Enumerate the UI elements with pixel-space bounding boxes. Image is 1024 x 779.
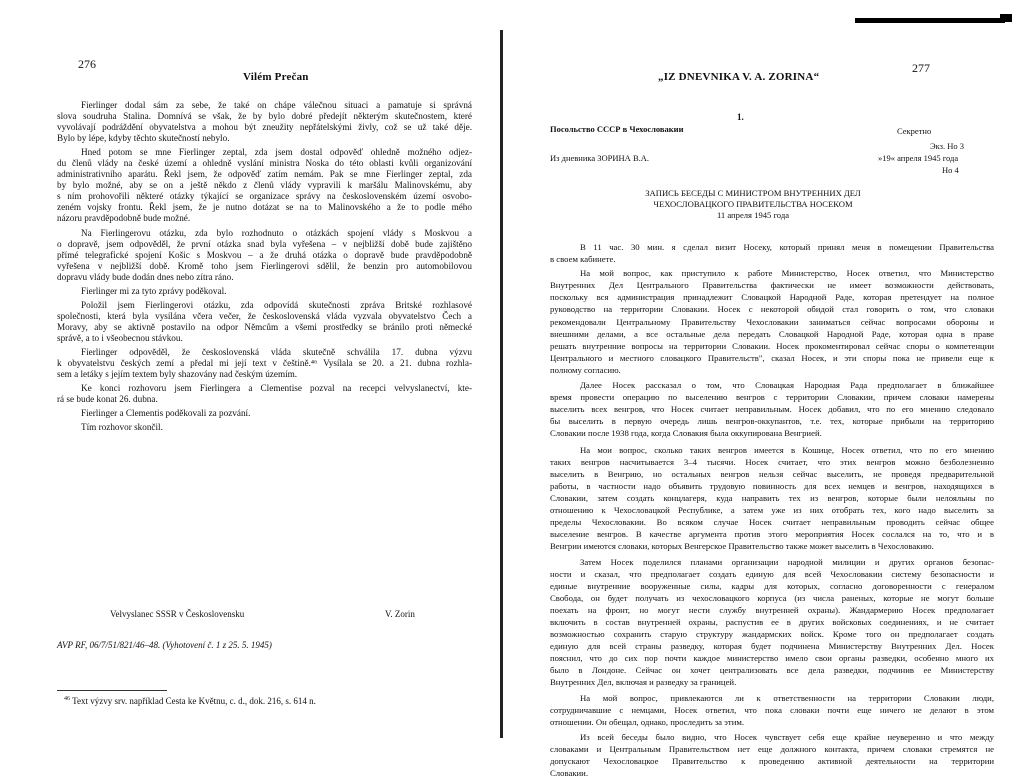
text-line: включить в состав внутренней охраны, распустив ее в других войсковых соединениях, и не считает bbox=[550, 616, 994, 627]
text-line: vyvolávají podráždění obyvatelstva a mohou být zneužity nepřátelskými živly, což se už také děje. bbox=[57, 122, 472, 133]
text-line: ности и сказал, что предполагает создать единую для всей Чехословакии систему безопасности и bbox=[550, 568, 994, 579]
text-line: slova soudruha Stalina. Domnívá se však, že by bylo dobré předejít některým skutečnostem, které bbox=[57, 111, 472, 122]
text-line: Словакии, затем создать концлагеря, куда направить тех из венгров, которые были нелояльны по bbox=[550, 492, 994, 503]
page-number: 276 bbox=[78, 57, 96, 71]
page-number: 277 bbox=[912, 61, 930, 75]
footnote-mark: 46 bbox=[64, 696, 70, 702]
paragraph bbox=[550, 731, 994, 779]
text-line: Свобода, он будет получать из чехословацкого корпуса (из числа раненых, которые не могут больше bbox=[550, 592, 994, 603]
footnote bbox=[64, 696, 316, 706]
paragraph bbox=[550, 556, 994, 689]
record-number: Но 4 bbox=[942, 165, 959, 175]
text-line: в своем кабинете. bbox=[550, 254, 616, 265]
paragraph bbox=[550, 267, 994, 376]
text-line: Внутренних Дел Центрального Правительства фактически не имеет возможности действовать, bbox=[550, 280, 994, 291]
text-line: решать внутренние вопросы на территории Словакии. Носек прокоментировал сейчас споры о компетенции bbox=[550, 340, 994, 351]
text-line: Внутренних Дел, включая и разведку за границей. bbox=[550, 677, 737, 688]
text-line: Затем Носек поделился планами организации народной милиции и других органов безопас- bbox=[580, 556, 994, 567]
text-line: rá se bude konat 26. dubna. bbox=[57, 394, 158, 405]
text-line: du členů vlády na české území a ohledně vyslání ministra Noska do této oblasti kvůli organizování bbox=[57, 158, 472, 169]
left-page bbox=[0, 0, 505, 738]
paragraph bbox=[550, 379, 994, 439]
text-line: словаками и Центральным Правительством нет еще должного контакта, причем словаки стремятся не bbox=[550, 743, 994, 754]
text-line: пояснил, что до сих пор почти каждое министерство имело свои органы разведки, особенно много их bbox=[550, 653, 994, 664]
text-line: vyřešena v nejbližší době. Kromě toho jsem Fierlingerovi sdělil, že benzin pro automobilovou bbox=[57, 260, 472, 271]
text-line: Fierlinger a Clementis poděkovali za pozvání. bbox=[81, 408, 251, 419]
text-line: by bylo možné, aby se on a ještě někdo z členů vlády vypravili k maršálu Malinovskému, aby bbox=[57, 180, 472, 191]
title-line-1: ЗАПИСЬ БЕСЕДЫ С МИНИСТРОМ ВНУТРЕННИХ ДЕЛ bbox=[645, 188, 861, 198]
classification: Секретно bbox=[897, 126, 932, 136]
text-line: допускают Чехословацкое Правительство к проведению активной деятельности на территории bbox=[550, 756, 994, 767]
footnote-separator bbox=[57, 690, 167, 691]
text-line: отношении. Он обещал, однако, проследить за этим. bbox=[550, 716, 745, 727]
text-line: Tím rozhovor skončil. bbox=[81, 422, 163, 433]
paragraph bbox=[550, 444, 994, 553]
paragraph bbox=[550, 241, 994, 265]
paragraph bbox=[57, 147, 472, 224]
text-line: поскольку вся администрация принадлежит Словацкой Народной Раде, которая претендует на полное bbox=[550, 292, 994, 303]
text-line: názoru pravděpodobně bude možné. bbox=[57, 213, 191, 224]
text-line: Словакии. bbox=[550, 768, 589, 779]
text-line: Словакии после 1938 года, когда Словакия была оккупирована Венгрией. bbox=[550, 428, 822, 439]
text-line: přímé telegrafické spojení Košic s Moskvou – a že druhá otázka o dopravě bude pravděpodobně bbox=[57, 249, 472, 260]
paragraph bbox=[57, 408, 472, 419]
text-line: пределы Чехословакии. Во всяком случае Носек считает неправильным проводить сейчас общее bbox=[550, 517, 994, 528]
text-line: выселение венгров. В качестве аргумента против этого мероприятия Носек сослался на то, что и в bbox=[550, 529, 994, 540]
title-line-2: ЧЕХОСЛОВАЦКОГО ПРАВИТЕЛЬСТВА НОСЕКОМ bbox=[653, 199, 853, 209]
text-line: Hned potom se mne Fierlinger zeptal, zda jsem dostal odpověď ohledně možného odjez- bbox=[81, 147, 472, 158]
text-line: внешними делами, а все остальные дела передать Словацкой Народной Раде, которая одна в праве bbox=[550, 328, 994, 339]
text-line: Bylo by lépe, kdyby těchto skutečností nebylo. bbox=[57, 133, 230, 144]
sender: Посольство СССР в Чехословакии bbox=[550, 124, 684, 134]
text-line: В 11 час. 30 мин. я сделал визит Носеку, который принял меня в помещении Правительства bbox=[580, 242, 994, 252]
text-line: выселить в Венгрию, но остальных венгров нельзя сейчас выселить, не проведя предварительной bbox=[550, 468, 994, 479]
text-line: полному согласию. bbox=[550, 364, 621, 375]
text-line: На мой вопрос, как приступило к работе Министерство, Носек ответил, что Министерство bbox=[580, 268, 994, 279]
document-number: 1. bbox=[737, 112, 744, 122]
signature-right: V. Zorin bbox=[385, 609, 415, 619]
paragraph bbox=[57, 286, 472, 297]
right-page bbox=[510, 0, 1024, 779]
text-line: рекомендовали Центральному Правительству Чехословакии заниматься сейчас вопросами обороны и bbox=[550, 316, 994, 327]
footnote-text: Text výzvy srv. například Cesta ke Květnu, c. d., dok. 216, s. 614 n. bbox=[72, 696, 316, 706]
text-line: поехать на фронт, но могут нести службу внутренней охраны). Жандармерию Носек предполагает bbox=[550, 604, 994, 615]
text-line: Fierlinger odpověděl, že československá vláda skutečně schválila 17. dubna výzvu bbox=[81, 347, 472, 358]
text-line: Ke konci rozhovoru jsem Fierlingera a Clementise pozval na recepci velvyslanectví, kte- bbox=[81, 383, 472, 394]
text-line: s ním prohovořili některé otázky týkající se organizace správy na československém území osvobo- bbox=[57, 191, 472, 202]
running-head: Vilém Prečan bbox=[243, 71, 309, 83]
text-line: Moravy, aby se aktivně postavilo na odpor Němcům a všemi prostředky se bránilo proti německé bbox=[57, 321, 472, 332]
copy-number: Экз. Но 3 bbox=[930, 141, 964, 151]
text-line: Fierlinger mi za tyto zprávy poděkoval. bbox=[81, 285, 227, 296]
text-line: таких венгров насчитывается 3–4 тысячи. Носек считает, что этих венгров можно безболезненно bbox=[550, 456, 994, 467]
text-line: Центрального и местного словацкого Правительств", сказал Носек, и эти споры пока не привели еще к bbox=[550, 352, 994, 363]
text-line: dopravu vlády bude dodán dnes nebo zítra ráno. bbox=[57, 271, 234, 282]
paragraph bbox=[57, 228, 472, 283]
signature-left: Velvyslanec SSSR v Československu bbox=[110, 609, 245, 619]
text-line: o dopravě, jsem odpověděl, že první otázka snad byla vyřešena – v nejbližší době bude zajištěno bbox=[57, 238, 472, 249]
paragraph bbox=[550, 692, 994, 728]
text-line: Венгрии имеются словаки, которых Венгерское Правительство также может выселить в Чехословакию. bbox=[550, 541, 934, 552]
paragraph bbox=[57, 300, 472, 344]
text-line: Na Fierlingerovu otázku, zda bylo rozhodnuto o otázkách spojení vlády s Moskvou a bbox=[81, 227, 472, 238]
text-line: выселить всех венгров, что Носек считает неправильным. Носек добавил, что по его мнению следовало bbox=[550, 404, 994, 415]
paragraph bbox=[57, 347, 472, 380]
text-line: единую для всей страны разведку, которая будет подчинена Министерству Внутренних Дел. Носек bbox=[550, 641, 994, 652]
text-line: работы, в частности надо объявить трудовую повинность для всех немцев и венгров, находящихся в bbox=[550, 480, 994, 491]
text-line: руководство на территории Словакии. Носек с некоторой обидой стал говорить о том, что словаки bbox=[550, 304, 994, 315]
text-line: было в Лондоне. Сейчас он хочет централизовать все дела разведки, подчинив ее Министерству bbox=[550, 665, 994, 676]
paragraph bbox=[57, 422, 472, 433]
text-line: время провести операцию по выселению венгров с территории Словакии, причем словаки намерены bbox=[550, 392, 994, 403]
text-line: Из всей беседы было видно, что Носек чувствует себя еще крайне неуверенно и что между bbox=[580, 731, 994, 742]
text-line: správě, a to i všeobecnou stávkou. bbox=[57, 332, 183, 343]
archive-reference: AVP RF, 06/7/51/821/46–48. (Vyhotovení č. 1 z 25. 5. 1945) bbox=[57, 640, 272, 650]
running-head: „IZ DNEVNIKA V. A. ZORINA“ bbox=[658, 71, 820, 83]
text-line: společnosti, která byla vysílána včera večer, že československá vláda vyzvala obyvatelstvo Čech a bbox=[57, 310, 472, 321]
text-line: Далее Носек рассказал о том, что Словацкая Народная Рада предполагает в ближайшее bbox=[580, 380, 994, 391]
text-line: zeném vojsky frontu. Řekl jsem, že je nutno dotázat se na to Malinovského a že to podle mého bbox=[57, 202, 472, 213]
paragraph bbox=[57, 100, 472, 144]
text-line: сотрудничавшие с немцами, Носек ответил, что пока словаки почти еще ничего не делают в этом bbox=[550, 704, 994, 715]
diary-source: Из дневника ЗОРИНА В.А. bbox=[550, 153, 649, 163]
text-line: единые внутренние вооруженные силы, кадры для которых, согласно договоренности с генералом bbox=[550, 580, 994, 591]
text-line: administrativního aparátu. Řekl jsem, že odpověď zatím nemám. Pak se mne Fierlinger zeptal, zda bbox=[57, 169, 472, 180]
text-line: k obyvatelstvu českých zemí a předal mi její text v češtině.⁴⁶ Vysílala se 20. a 21. dubna rozhla- bbox=[57, 358, 472, 369]
title-date: 11 апреля 1945 года bbox=[716, 210, 790, 220]
diary-date: »19« апреля 1945 года bbox=[878, 153, 959, 163]
paragraph bbox=[57, 383, 472, 405]
document-title bbox=[510, 188, 996, 221]
text-line: Fierlinger dodal sám za sebe, že také on chápe válečnou situaci a pamatuje si správná bbox=[81, 100, 472, 110]
text-line: отношению к Чехословацкой Республике, а затем уже из них отобрать тех, кого надо выселить за bbox=[550, 505, 994, 516]
text-line: Položil jsem Fierlingerovi otázku, zda odpovídá skutečnosti zpráva Britské rozhlasové bbox=[81, 299, 472, 310]
text-line: бы выселить в первую очередь лишь венгров-оккупантов, т.е. тех, которые прибыли на территорию bbox=[550, 416, 994, 427]
text-line: возможностью сохранить старую структуру жандармских войск. Кроме того он предполагает создать bbox=[550, 629, 994, 640]
text-line: sem a letáky s jejím textem byly shazovány nad českým územím. bbox=[57, 369, 298, 380]
text-line: На мой вопрос, привлекаются ли к ответственности на территории Словакии люди, bbox=[580, 692, 994, 703]
text-line: На мои вопрос, сколько таких венгров имеется в Кошице, Носек ответил, что по его мнению bbox=[580, 444, 994, 455]
